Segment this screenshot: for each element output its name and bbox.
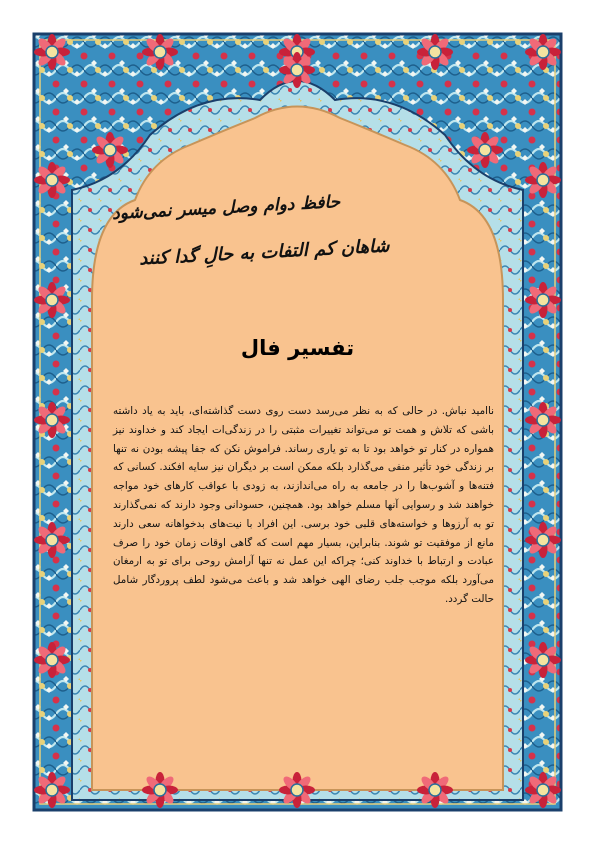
page-title: تفسیر فال (240, 336, 355, 360)
poem-line-2: شاهان کم التفات به حالِ گدا کنند (138, 235, 391, 270)
poem-line-1: حافظ دوام وصل میسر نمی‌شود (111, 192, 341, 224)
interpretation-text: ناامید نباش. در حالی که به نظر می‌رسد دست روی دست گذاشته‌ای، باید به یاد داشته باشی که تلاش و همت تو می‌تواند تغییرات مثبتی را در زندگی‌ات ایجاد کند و خداوند نیز همواره در کنار تو خواهد بود تا به تو یاری رساند. فراموش نکن که جفا پیشه بودن نه تنها بر زندگی خود تأثیر منفی می‌گذارد بلکه ممکن است بر دیگران نیز سایه افکند. کسانی که فتنه‌ها و آشوب‌ها را در جامعه به راه می‌اندازند، به زودی با عواقب کارهای خود مواجه خواهند شد و رسوایی آنها مسلم خواهد بود. همچنین، حسودانی وجود دارند که نمی‌گذارند تو به آرزوها و خواسته‌های قلبی خود برسی. این افراد با نیت‌های بدخواهانه سعی دارند مانع از موفقیت تو شوند. بنابراین، بسیار مهم است که گاهی اوقات زمان خود را صرف عبادت و ارتباط با خداوند کنی؛ چراکه این عمل نه تنها آرامش روحی برای تو به ارمغان می‌آورد بلکه موجب جلب رضای الهی خواهد شد و باعث می‌شود لطف پروردگار شامل حالت گردد. (113, 405, 494, 605)
